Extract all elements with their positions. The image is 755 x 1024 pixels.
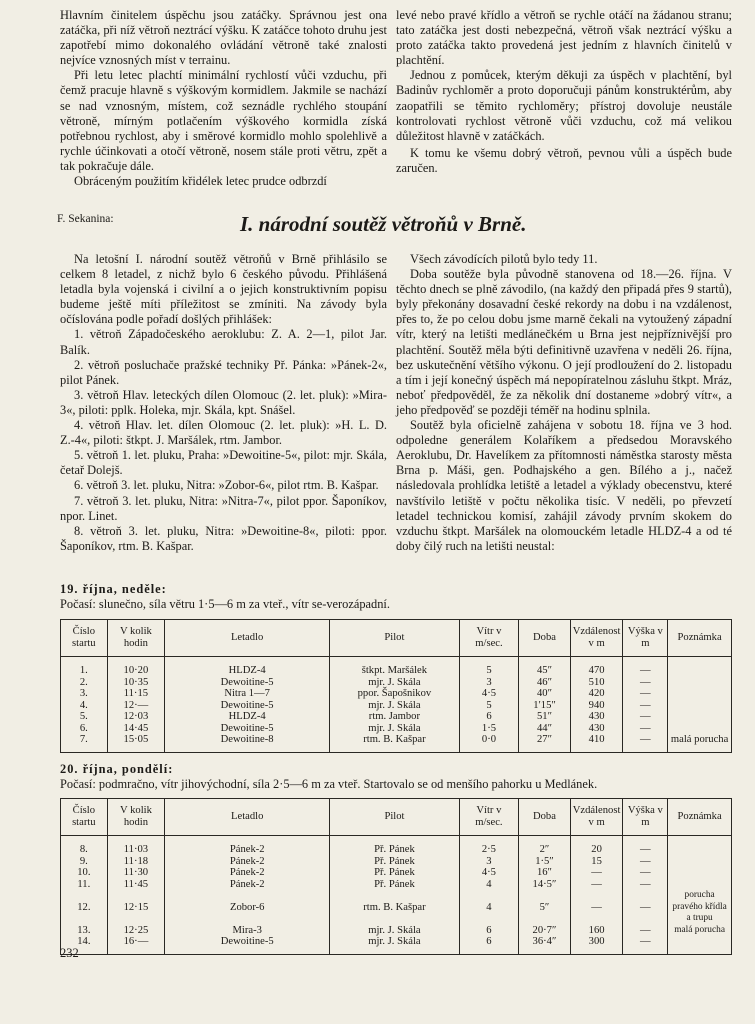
- top-left-column: [60, 8, 387, 189]
- cell: Př. Pánek: [330, 867, 459, 879]
- cell: 46″: [519, 677, 571, 689]
- cell: 16″: [519, 867, 571, 879]
- day2-weather: Počasí: podmračno, vítr jihovýchodní, síla 2·5—6 m za vteř. Startovalo se od menšího pahorku u Medlánek.: [60, 777, 598, 791]
- cell: —: [623, 925, 668, 937]
- cell: 10·20: [107, 657, 164, 677]
- cell: 300: [570, 936, 623, 954]
- article-title: I. národní soutěž větroňů v Brně.: [240, 212, 527, 236]
- table-row: [61, 925, 732, 937]
- author-byline: F. Sekanina:: [57, 213, 114, 225]
- cell: —: [623, 657, 668, 677]
- cell: mjr. J. Skála: [330, 677, 460, 689]
- col-header: Výška v m: [623, 620, 668, 657]
- col-header: V kolik hodin: [107, 620, 164, 657]
- cell: 6: [459, 711, 519, 723]
- cell: štkpt. Maršálek: [330, 657, 460, 677]
- cell: Dewoitine-5: [165, 700, 330, 712]
- table-row: [61, 657, 732, 677]
- table-header-row: [61, 620, 732, 657]
- table-row: [61, 890, 732, 925]
- cell: HLDZ-4: [165, 657, 330, 677]
- cell: 6: [459, 936, 519, 954]
- list-item: 1. větroň Západočeského aeroklubu: Z. A. 2—1, pilot Jar. Balík.: [60, 327, 387, 357]
- cell: —: [623, 700, 668, 712]
- top-right-column: [396, 8, 732, 176]
- cell: 2″: [519, 836, 571, 856]
- cell: [668, 657, 732, 677]
- cell: [668, 711, 732, 723]
- cell: 11·45: [107, 879, 165, 891]
- results-table-day1: [60, 619, 732, 753]
- results-table-day2: [60, 798, 732, 955]
- cell: —: [623, 856, 668, 868]
- table-row: [61, 936, 732, 954]
- table-row: [61, 836, 732, 856]
- cell: Pánek-2: [165, 836, 330, 856]
- cell: 470: [570, 657, 623, 677]
- cell: 2.: [61, 677, 108, 689]
- cell: 11·03: [107, 836, 165, 856]
- cell: 20: [570, 836, 623, 856]
- paragraph: Všech závodících pilotů bylo tedy 11.: [410, 252, 598, 266]
- col-header: Výška v m: [623, 799, 668, 836]
- cell: —: [623, 836, 668, 856]
- cell: 11.: [61, 879, 108, 891]
- cell: 3: [459, 856, 519, 868]
- cell: malá porucha: [668, 925, 732, 937]
- cell: 36·4″: [519, 936, 571, 954]
- day1-heading: [60, 582, 390, 612]
- cell: 27″: [519, 734, 571, 752]
- cell: 2·5: [459, 836, 519, 856]
- cell: 12·03: [107, 711, 164, 723]
- cell: 430: [570, 723, 623, 735]
- cell: 1·5: [459, 723, 519, 735]
- cell: 14.: [61, 936, 108, 954]
- table-header-row: [61, 799, 732, 836]
- col-header: Doba: [519, 799, 571, 836]
- cell: 4: [459, 890, 519, 925]
- cell: mjr. J. Skála: [330, 925, 459, 937]
- paragraph: Obráceným použitím křidélek letec prudce odbrzdí: [74, 174, 327, 189]
- cell: 430: [570, 711, 623, 723]
- paragraph: Doba soutěže byla původně stanovena od 18.—26. října. V těchto dnech se plně závodilo, (na každý den připadá přes 9 startů), byly překonány dosavadní české rekordy na dobu i na vzdálenost, přes to, že po celou dobu jsme marně čekali na vytoužený západní vítr, který na letišti medlánečkém u Brna jest nejpříznivější pro plachtění. Soutěž měla býti definitivně uzavřena v neděli 26. října, bez uskutečnění většího výkonu. O její prodloužení do 2. listopadu a tím i její konečný úspěch má nepopíratelnou zásluhu štkpt. Mráz, neboť předpověděl, že za několik dní dostaneme »dobrý vítr«, a jeho předpověď se později téměř na hodinu splnila.: [396, 267, 732, 417]
- paragraph: Při letu letec plachtí minimální rychlostí vůči vzduchu, při čemž pracuje hlavně s výškovým kormidlem. Jakmile se nachází se nad vznosným, místem, což seznádle rychlého stoupání větroně, mírným potlačením výškového kormidla získá potřebnou rychlost, aby i směrové kormidlo mohlo spolehlivě a rychle účinkovati a otočí větroně, nosem stále proti větru, zpět a tak pokračuje dále.: [60, 68, 387, 173]
- cell: 510: [570, 677, 623, 689]
- cell: Př. Pánek: [330, 856, 459, 868]
- cell: 10.: [61, 867, 108, 879]
- cell: [668, 856, 732, 868]
- list-item: 6. větroň 3. let. pluku, Nitra: »Zobor-6«, pilot rtm. B. Kašpar.: [74, 478, 379, 493]
- col-header: Letadlo: [165, 799, 330, 836]
- cell: —: [623, 867, 668, 879]
- cell: 11·15: [107, 688, 164, 700]
- cell: 16·—: [107, 936, 165, 954]
- cell: —: [623, 879, 668, 891]
- cell: 9.: [61, 856, 108, 868]
- cell: 4·5: [459, 867, 519, 879]
- cell: 51″: [519, 711, 571, 723]
- cell: Dewoitine-5: [165, 723, 330, 735]
- paragraph: K tomu ke všemu dobrý větroň, pevnou vůli a úspěch bude zaručen.: [396, 145, 732, 175]
- cell: 6.: [61, 723, 108, 735]
- paragraph: Hlavním činitelem úspěchu jsou zatáčky. Správnou jest ona zatáčka, při níž větroň neztrácí výšku. K zatáčce tohoto druhu jest zapotřebí mimo dokonalého ovládání větroně také znalosti nejvíce vznosných míst v terrainu.: [60, 8, 387, 68]
- cell: mjr. J. Skála: [330, 936, 459, 954]
- cell: —: [570, 867, 623, 879]
- table-row: [61, 734, 732, 752]
- list-item: 7. větroň 3. let. pluku, Nitra: »Nitra-7«, pilot ppor. Šaponíkov, npor. Linet.: [60, 493, 387, 523]
- cell: 3: [459, 677, 519, 689]
- cell: Mira-3: [165, 925, 330, 937]
- cell: 1′15″: [519, 700, 571, 712]
- table-row: [61, 711, 732, 723]
- cell: 8.: [61, 836, 108, 856]
- cell: Dewoitine-5: [165, 677, 330, 689]
- col-header: Vítr v m/sec.: [459, 620, 519, 657]
- cell: 5.: [61, 711, 108, 723]
- cell: —: [623, 734, 668, 752]
- cell: porucha pravého křídla a trupu: [668, 890, 732, 925]
- cell: HLDZ-4: [165, 711, 330, 723]
- cell: [668, 723, 732, 735]
- cell: —: [623, 711, 668, 723]
- cell: 14·45: [107, 723, 164, 735]
- col-header: Pilot: [330, 620, 460, 657]
- cell: Dewoitine-5: [165, 936, 330, 954]
- cell: Př. Pánek: [330, 879, 459, 891]
- cell: 10·35: [107, 677, 164, 689]
- page-number: 232: [60, 946, 79, 960]
- cell: —: [570, 890, 623, 925]
- cell: —: [623, 677, 668, 689]
- cell: 3.: [61, 688, 108, 700]
- cell: 15·05: [107, 734, 164, 752]
- cell: 14·5″: [519, 879, 571, 891]
- day1-title: 19. října, neděle:: [60, 582, 167, 596]
- cell: [668, 836, 732, 856]
- cell: 12·—: [107, 700, 164, 712]
- cell: [668, 867, 732, 879]
- paragraph: levé nebo pravé křídlo a větroň se rychle otáčí na žádanou stranu; tato zatáčka jest dosti nebezpečná, větroň však neztrácí výšku a proto zatáčka takto provedená jest jedním z hlavních činitelů v plachtění.: [396, 8, 732, 68]
- col-header: Pilot: [330, 799, 459, 836]
- cell: 11·30: [107, 867, 165, 879]
- table-row: [61, 867, 732, 879]
- paragraph: Jednou z pomůcek, kterým děkuji za úspěch v plachtění, byl Badinův rychloměr a proto doporučuji pánům konstruktérům, aby zaopatřili se těmito rychloměry; přístroj dovoluje neustále kontrolovati rychlost větroně vůči vzduchu, což má velikou důležitost hlavně v zatáčkách.: [396, 68, 732, 143]
- list-item: 5. větroň 1. let. pluku, Praha: »Dewoitine-5«, pilot: mjr. Skála, četař Dolejš.: [60, 448, 387, 478]
- col-header: Poznámka: [668, 620, 732, 657]
- cell: 5″: [519, 890, 571, 925]
- col-header: Vítr v m/sec.: [459, 799, 519, 836]
- list-item: 2. větroň posluchače pražské techniky Př. Pánka: »Pánek-2«, pilot Pánek.: [60, 357, 387, 387]
- day2-heading: [60, 762, 597, 792]
- cell: 13.: [61, 925, 108, 937]
- col-header: Doba: [519, 620, 571, 657]
- col-header: Vzdálenost v m: [570, 620, 623, 657]
- paragraph: Na letošní I. národní soutěž větroňů v Brně přihlásilo se celkem 8 letadel, z nichž bylo 6 českého původu. Přihlášená letadla byla vojenská i civilní a o jejich konstruktivním popisu budeme ještě míti příležitost se zmíniti. Na závody byla očíslována podle pořadí došlých přihlášek:: [60, 252, 387, 327]
- cell: rtm. Jambor: [330, 711, 460, 723]
- cell: Nitra 1—7: [165, 688, 330, 700]
- cell: 15: [570, 856, 623, 868]
- cell: malá porucha: [668, 734, 732, 752]
- cell: 12.: [61, 890, 108, 925]
- cell: 40″: [519, 688, 571, 700]
- cell: Zobor-6: [165, 890, 330, 925]
- cell: 1.: [61, 657, 108, 677]
- day1-weather: Počasí: slunečno, síla větru 1·5—6 m za vteř., vítr se-verozápadní.: [60, 597, 390, 611]
- cell: 20·7″: [519, 925, 571, 937]
- cell: 4·5: [459, 688, 519, 700]
- table-row: [61, 700, 732, 712]
- cell: rtm. B. Kašpar: [330, 890, 459, 925]
- table-row: [61, 677, 732, 689]
- day2-title: 20. října, pondělí:: [60, 762, 174, 776]
- cell: 4: [459, 879, 519, 891]
- cell: 940: [570, 700, 623, 712]
- cell: 160: [570, 925, 623, 937]
- list-item: 4. větroň Hlav. let. dílen Olomouc (2. let. pluk): »H. L. D. Z.-4«, piloti: štkpt. J. Maršálek, rtm. Jambor.: [60, 418, 387, 448]
- cell: 4.: [61, 700, 108, 712]
- cell: —: [570, 879, 623, 891]
- cell: [668, 700, 732, 712]
- article-left-column: [60, 252, 387, 554]
- col-header: Číslo startu: [61, 620, 108, 657]
- col-header: Číslo startu: [61, 799, 108, 836]
- cell: 5: [459, 700, 519, 712]
- article-right-column: [396, 252, 732, 554]
- cell: Př. Pánek: [330, 836, 459, 856]
- cell: mjr. J. Skála: [330, 723, 460, 735]
- cell: ppor. Šapošnikov: [330, 688, 460, 700]
- cell: 12·25: [107, 925, 165, 937]
- cell: 7.: [61, 734, 108, 752]
- col-header: Vzdálenost v m: [570, 799, 623, 836]
- table-row: [61, 688, 732, 700]
- cell: —: [623, 936, 668, 954]
- table-row: [61, 856, 732, 868]
- cell: Pánek-2: [165, 856, 330, 868]
- cell: 11·18: [107, 856, 165, 868]
- cell: 410: [570, 734, 623, 752]
- cell: mjr. J. Skála: [330, 700, 460, 712]
- cell: Pánek-2: [165, 879, 330, 891]
- cell: [668, 879, 732, 891]
- table-row: [61, 723, 732, 735]
- cell: Dewoitine-8: [165, 734, 330, 752]
- paragraph: Soutěž byla oficielně zahájena v sobotu 18. října ve 3 hod. odpoledne generálem Kolaříkem a předsedou Moravského Aeroklubu, Dr. Havelíkem za přítomnosti náměstka starosty města Brna p. Máši, gen. Podhajského a gen. Bílého a j., načež následovala prohlídka letiště a letadel a výklady obecenstvu, které navštívilo letiště v počtu několika tisíc. V neděli, po převzetí letadel technickou komisí, zahájil závody prvním skokem do vzduchu štkpt. Maršálek na olomouckém letadle HLDZ-4 a od té doby čilý ruch na letišti neustal:: [396, 418, 732, 553]
- cell: 0·0: [459, 734, 519, 752]
- col-header: V kolik hodin: [107, 799, 165, 836]
- cell: 6: [459, 925, 519, 937]
- cell: 1·5″: [519, 856, 571, 868]
- cell: [668, 936, 732, 954]
- list-item: 8. větroň 3. let. pluku, Nitra: »Dewoitine-8«, piloti: ppor. Šaponíkov, rtm. B. Kašpar.: [60, 523, 387, 553]
- list-item: 3. větroň Hlav. leteckých dílen Olomouc (2. let. pluk): »Mira-3«, piloti: pplk. Holeka, mjr. Skála, kpt. Snášel.: [60, 387, 387, 417]
- cell: —: [623, 723, 668, 735]
- col-header: Letadlo: [165, 620, 330, 657]
- cell: —: [623, 890, 668, 925]
- cell: 5: [459, 657, 519, 677]
- cell: [668, 677, 732, 689]
- cell: 44″: [519, 723, 571, 735]
- cell: rtm. B. Kašpar: [330, 734, 460, 752]
- cell: 45″: [519, 657, 571, 677]
- table-row: [61, 879, 732, 891]
- cell: [668, 688, 732, 700]
- cell: 420: [570, 688, 623, 700]
- col-header: Poznámka: [668, 799, 732, 836]
- cell: —: [623, 688, 668, 700]
- cell: Pánek-2: [165, 867, 330, 879]
- cell: 12·15: [107, 890, 165, 925]
